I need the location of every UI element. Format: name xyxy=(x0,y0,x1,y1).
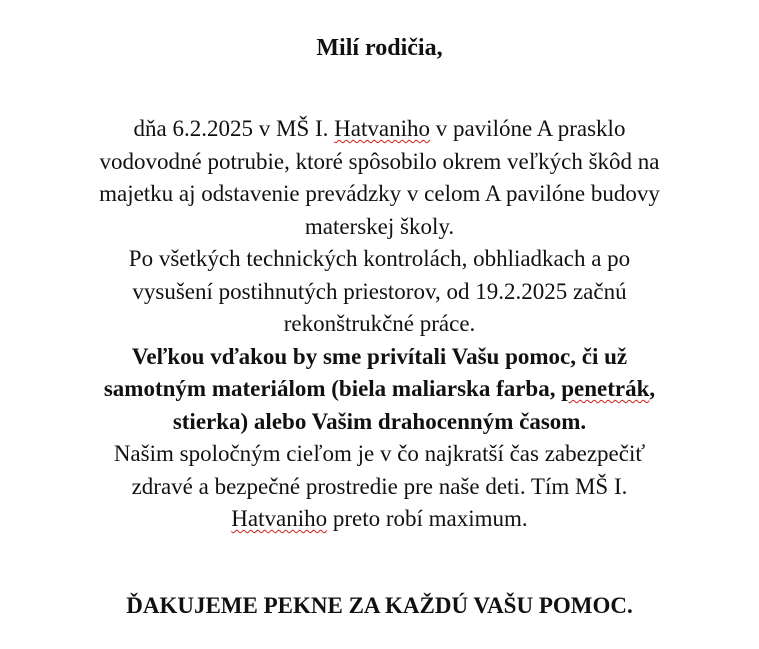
text-line: Našim spoločným cieľom je v čo najkratší čas zabezpečiť xyxy=(113,441,646,466)
closing-thanks: ĎAKUJEME PEKNE ZA KAŽDÚ VAŠU POMOC. xyxy=(126,593,633,618)
letter-body xyxy=(20,113,739,536)
text-line: stierka) alebo Vašim drahocenným časom. xyxy=(172,408,587,434)
text-line xyxy=(20,503,739,536)
paragraph-reconstruction xyxy=(20,243,739,341)
greeting-heading: Milí rodičia, xyxy=(316,35,443,61)
text-line: zdravé a bezpečné prostredie pre naše deti. Tím MŠ I. xyxy=(131,473,628,499)
text-segment: samotným materiálom (biela maliarska farba, xyxy=(103,376,562,401)
text-line: majetku aj odstavenie prevádzky v celom A pavilóne budovy xyxy=(99,181,660,206)
text-line: materskej školy. xyxy=(304,213,455,239)
spellcheck-word: Hatvaniho xyxy=(231,506,328,531)
paragraph-goal xyxy=(20,438,739,536)
text-line: Po všetkých technických kontrolách, obhliadkach a po xyxy=(128,246,631,271)
text-line: vysušení postihnutých priestorov, od 19.2.2025 začnú xyxy=(132,278,627,304)
text-line xyxy=(20,373,739,406)
paragraph-water-damage xyxy=(20,113,739,243)
text-line xyxy=(20,113,739,146)
spellcheck-word: penetrák xyxy=(561,376,650,401)
text-line: vodovodné potrubie, ktoré spôsobilo okrem veľkých škôd na xyxy=(99,148,660,174)
text-line: rekonštrukčné práce. xyxy=(283,311,476,336)
text-segment: preto robí maximum. xyxy=(327,506,528,531)
paragraph-help-request xyxy=(20,341,739,439)
text-segment: v pavilóne A prasklo xyxy=(429,116,626,141)
text-line: Veľkou vďakou by sme privítali Vašu pomoc, či už xyxy=(131,343,628,369)
spellcheck-word: Hatvaniho xyxy=(334,116,430,141)
text-segment: , xyxy=(649,376,656,401)
text-segment: dňa 6.2.2025 v MŠ I. xyxy=(133,116,335,141)
